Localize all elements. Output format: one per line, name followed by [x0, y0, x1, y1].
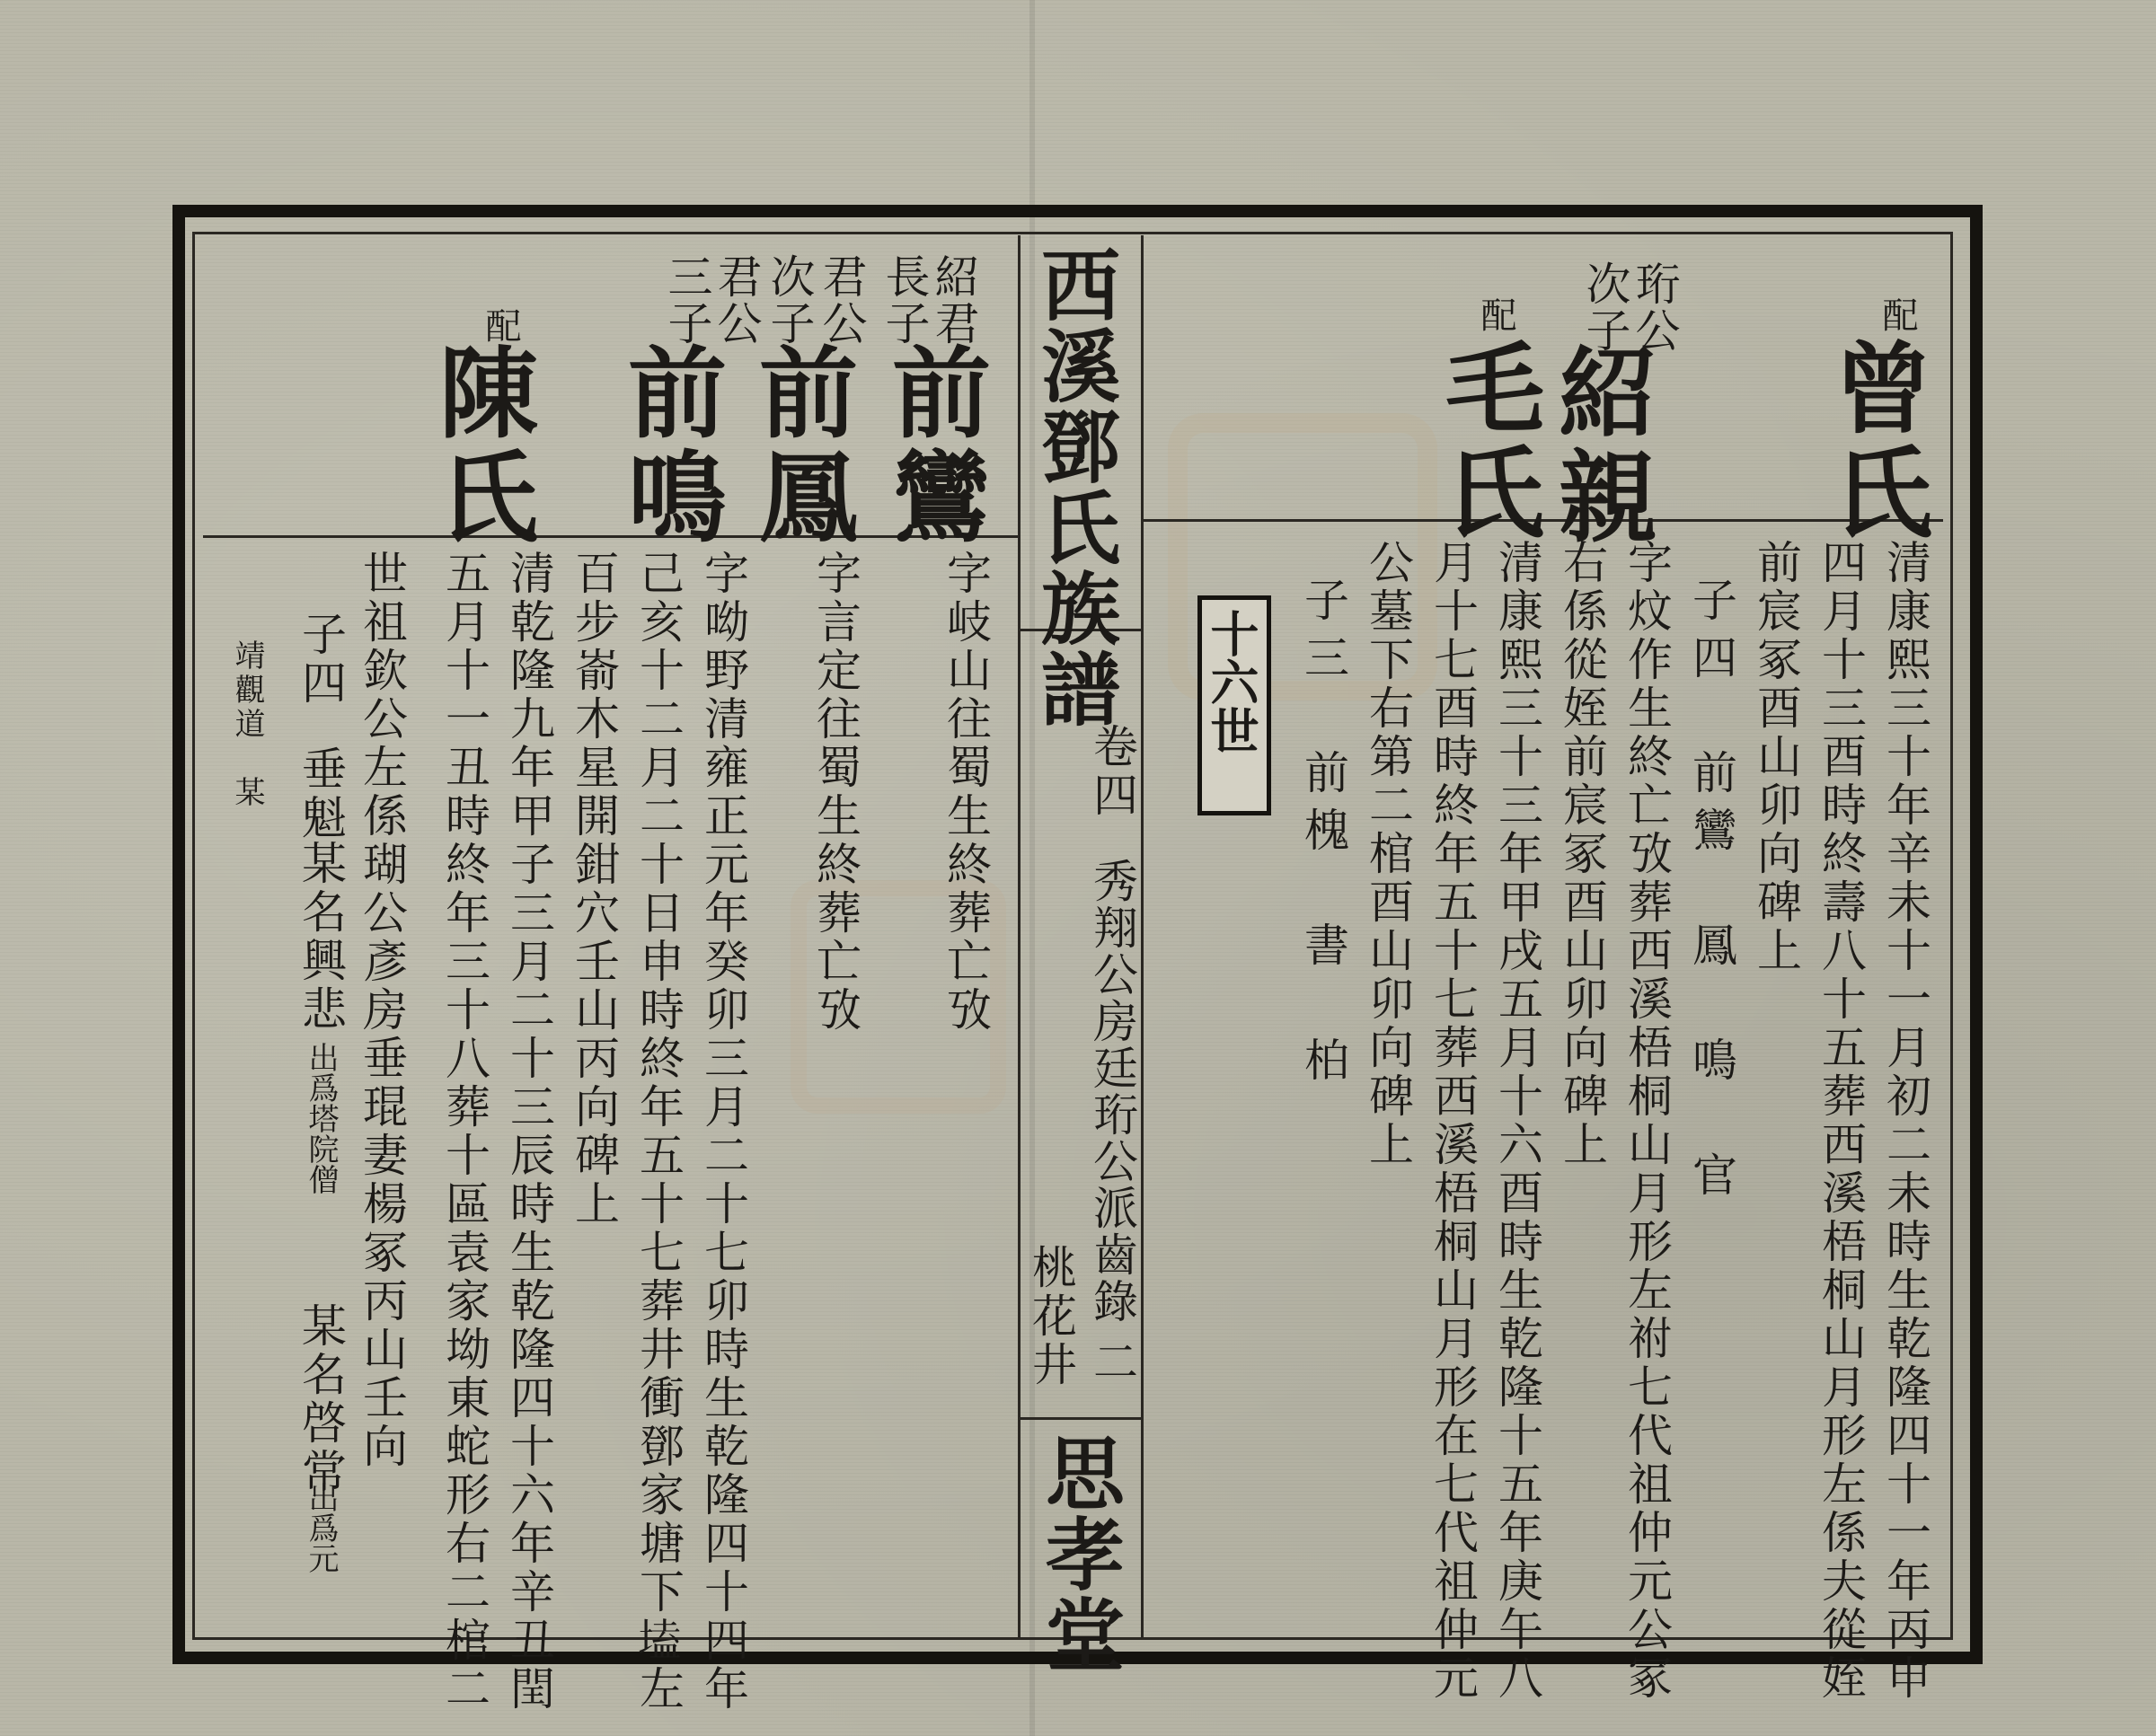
right-wife2-pei: 配	[1475, 296, 1516, 332]
left-body-col-1: 字岐山往蜀生終葬亡攷	[940, 550, 992, 1035]
left-wife-pei: 配	[480, 307, 521, 343]
right-body-col-8: 月十七酉時終年五十七葬西溪梧桐山月形在七代祖仲元	[1427, 539, 1479, 1703]
book-title: 西溪鄧氏族譜	[1029, 244, 1122, 729]
right-body-col-2: 四月十三酉時終壽八十五葬西溪梧桐山月形左係夫從姪	[1815, 539, 1867, 1703]
left-person3-relation-1: 君公	[710, 253, 763, 347]
right-wife2-name: 毛氏	[1429, 337, 1545, 545]
left-body-col-6: 清乾隆九年甲子三月二十三辰時生乾隆四十六年辛丑閏	[503, 550, 555, 1714]
page-number: 二	[1086, 1338, 1138, 1387]
left-person2-relation-2: 次子	[763, 253, 816, 347]
left-person3-relation-2: 三子	[660, 253, 713, 347]
left-body-col-5: 百步嵛木星開鉗穴壬山丙向碑上	[568, 550, 620, 1229]
generation-text: 十六世	[1203, 609, 1260, 754]
left-person2-relation-1: 君公	[815, 253, 868, 347]
right-body-col-1: 清康熙三十年辛未十一月初二未時生乾隆四十一年丙申	[1879, 539, 1931, 1703]
right-body-col-4: 子四 前鸞 鳳 鳴 官	[1685, 577, 1737, 1209]
left-person1-relation-1: 紹君	[927, 253, 980, 347]
last-column-note: 靖觀道 某	[229, 639, 265, 810]
left-wife-name: 陳氏	[423, 341, 539, 550]
left-body-col-2: 字言定往蜀生終葬亡攷	[809, 550, 862, 1035]
center-rule-right	[1141, 235, 1144, 1640]
son-2-name: 某名興悲	[295, 840, 347, 1034]
right-body-col-7: 清康熙三十三年甲戌五月十六酉時生乾隆十五年庚午八	[1491, 539, 1543, 1703]
sons-label: 子四	[295, 611, 347, 708]
right-body-col-6: 右係從姪前宸冢酉山卯向碑上	[1556, 539, 1608, 1169]
section-label: 秀翔公房廷珩公派齒錄	[1086, 858, 1138, 1325]
son-3-note: 出爲元	[303, 1482, 339, 1573]
right-person-name: 紹親	[1542, 341, 1658, 550]
right-body-col-10: 子三 前槐 書 柏	[1297, 577, 1349, 1094]
right-wife1-name: 曾氏	[1817, 337, 1933, 545]
left-person1-name: 前鸞	[876, 341, 992, 550]
place-label: 桃花井	[1025, 1244, 1077, 1389]
right-body-col-3: 前宸冢酉山卯向碑上	[1750, 539, 1802, 975]
son-1-name: 垂魁	[295, 745, 347, 842]
left-body-col-7: 五月十一丑時終年三十八葬十區袁家坳東蛇形右二棺二	[438, 550, 490, 1714]
center-rule-left	[1018, 235, 1021, 1640]
left-body-col-4: 己亥十二月二十日申時終年五十七葬井衝鄧家塘下𡏖左	[632, 550, 685, 1714]
right-person-relation-1: 珩公	[1628, 260, 1681, 354]
right-person-relation-2: 次子	[1578, 260, 1631, 354]
right-wife1-pei: 配	[1877, 296, 1918, 332]
left-person2-name: 前鳳	[743, 341, 859, 550]
hall-name: 思孝堂	[1033, 1432, 1127, 1675]
right-body-col-5: 字炆作生終亡攷葬西溪梧桐山月形左祔七代祖仲元公冢	[1621, 539, 1673, 1703]
left-person3-name: 前鳴	[612, 341, 728, 550]
left-person1-relation-2: 長子	[878, 253, 931, 347]
son-3-name: 某名啓常	[295, 1302, 347, 1496]
hall-divider	[1018, 1417, 1144, 1420]
son-2-note: 出爲塔院僧	[303, 1042, 339, 1194]
left-body-col-3: 字呦野清雍正元年癸卯三月二十七卯時生乾隆四十四年	[697, 550, 749, 1714]
right-body-col-9: 公墓下右第二棺酉山卯向碑上	[1362, 539, 1414, 1169]
volume-label: 卷四	[1086, 723, 1138, 820]
generation-badge	[1197, 595, 1271, 815]
left-body-col-8: 世祖欽公左係瑚公彥房垂琨妻楊冢丙山壬向	[356, 550, 408, 1471]
